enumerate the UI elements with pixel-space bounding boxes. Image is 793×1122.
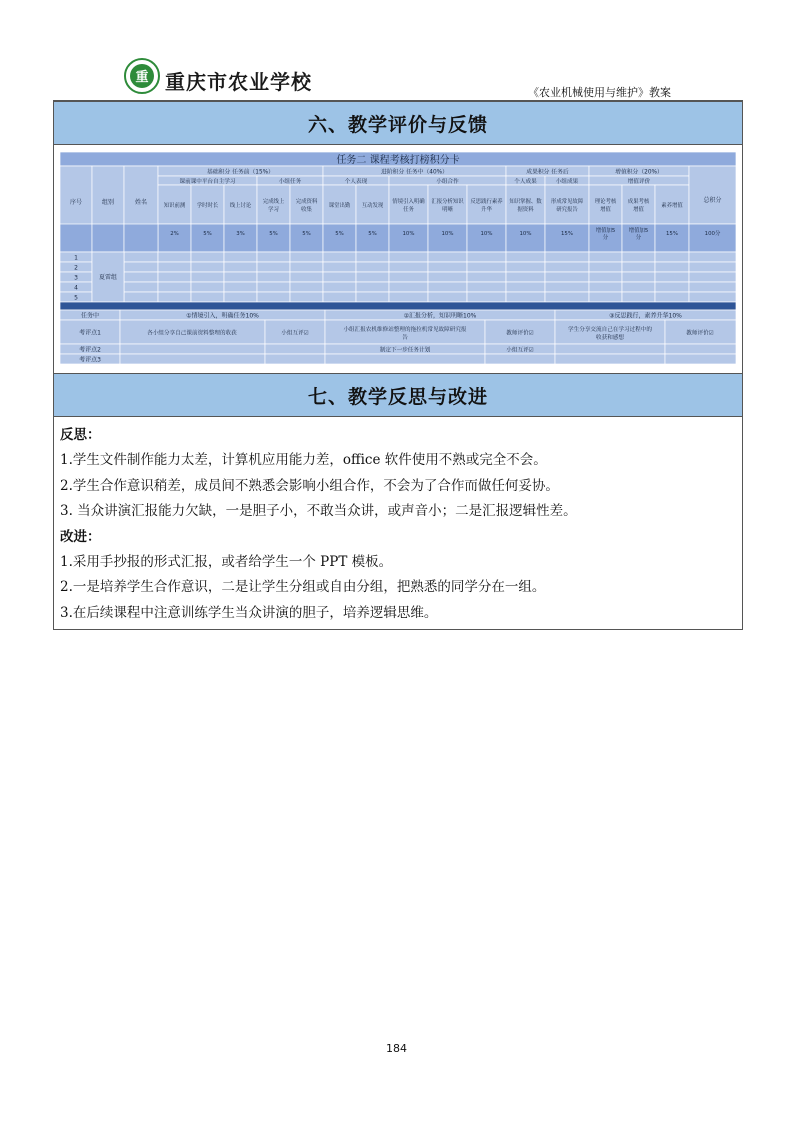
score-card-title: 任务二 课程考核打榜积分卡 [336,155,460,166]
total-cell [689,262,736,272]
eval-desc: 收获和感想 [596,335,624,341]
score-cell [323,262,356,272]
score-cell [589,292,622,302]
score-cell [191,252,224,262]
item-label: 明晰 [442,207,453,213]
score-cell [589,252,622,262]
eval-method-cell [265,354,325,364]
eval-desc-cell [555,354,665,364]
score-cell [224,272,257,282]
subgroup-label: 小组成果 [555,179,579,185]
score-cell [506,262,545,272]
item-label: 形成常见故障 [550,199,584,205]
reflection-body [60,423,736,626]
eval-method-cell [265,344,325,354]
item-label: 互动发现 [361,203,384,209]
eval-desc: 告 [402,335,408,341]
score-cell [158,262,191,272]
total-cell [689,272,736,282]
weight-cell [290,224,323,252]
weight-cell [158,224,191,252]
weight-label: 15% [666,231,678,237]
score-cell [290,262,323,272]
separator-bar [60,302,736,310]
item-label: 情境引入明确 [392,199,425,205]
score-cell [356,282,389,292]
score-cell [323,292,356,302]
reflection-item-2: 2.学生合作意识稍差，成员间不熟悉会影响小组合作，不会为了合作而做任何妥协。 [60,477,559,494]
eval-method: 教师评价☑ [686,330,714,337]
score-cell [545,292,589,302]
row-number: 4 [74,284,78,292]
group-label: 成果积分 任务后 [526,169,569,176]
total-cell [689,282,736,292]
eval-method-cell [665,344,736,354]
fixed-col-label: 序号 [69,199,83,206]
score-cell [506,292,545,302]
item-label: 增值 [600,207,611,213]
score-cell [224,252,257,262]
score-cell [191,272,224,282]
score-cell [323,252,356,262]
score-cell [158,252,191,262]
subgroup-label: 课前课中平台自主学习 [179,179,236,185]
improvement-heading: 改进： [60,528,101,545]
score-cell [506,252,545,262]
score-cell [290,252,323,262]
item-label: 任务 [403,207,414,213]
group-label: 增值积分（20%） [615,169,663,176]
total-cell [689,292,736,302]
phase-label: ②汇报分析，知识明晰10% [403,312,477,320]
eval-method: 小组互评☑ [281,330,309,337]
score-cell [622,272,655,282]
name-cell [124,262,158,272]
weight-label: 分 [602,235,609,241]
score-cell [257,292,290,302]
weight-label: 15% [561,231,573,237]
score-cell [191,262,224,272]
logo-glyph: 重 [135,70,149,85]
eval-method-cell [485,354,555,364]
score-cell [655,282,689,292]
score-cell [467,272,506,282]
score-cell [224,292,257,302]
item-label: 学时时长 [196,203,219,209]
score-cell [655,272,689,282]
weight-cell [428,224,467,252]
row-number: 2 [74,264,78,272]
weight-cell [389,224,428,252]
weight-cell [467,224,506,252]
item-label: 升华 [481,207,492,213]
score-cell [356,252,389,262]
score-cell [545,252,589,262]
item-label: 素养增值 [661,203,683,209]
weight-label: 10% [480,231,493,237]
score-cell [389,292,428,302]
score-cell [622,292,655,302]
school-name: 重庆市农业学校 [165,70,312,94]
weight-label: 3% [236,231,245,237]
fixed-weight-cell [124,224,158,252]
row-number: 5 [74,294,78,302]
course-name: 《农业机械使用与维护》教案 [528,86,671,99]
weight-cell [655,224,689,252]
fixed-weight-cell [60,224,92,252]
score-cell [622,252,655,262]
score-cell [467,252,506,262]
score-cell [257,282,290,292]
total-label: 总积分 [703,197,722,204]
score-cell [323,272,356,282]
group-label: 进阶积分 任务中（40%） [381,169,448,176]
score-cell [158,292,191,302]
group-label: 基础积分 任务前（15%） [207,169,274,176]
eval-method: 小组互评☑ [506,347,534,354]
item-label: 收集 [301,207,312,213]
weight-cell [545,224,589,252]
item-label: 理论考核 [594,199,617,205]
score-cell [428,252,467,262]
weight-cell [689,224,736,252]
weight-label: 增值加5 [595,228,616,234]
weight-label: 5% [335,231,344,237]
eval-desc-cell [120,354,265,364]
weight-label: 5% [203,231,212,237]
subgroup-label: 个人成果 [514,179,537,185]
reflection-item-1: 1.学生文件制作能力太差，计算机应用能力差，office 软件使用不熟或完全不会。 [60,452,547,469]
score-cell [389,272,428,282]
eval-desc-cell [325,354,485,364]
page-header [120,56,675,101]
score-cell [356,272,389,282]
total-header [689,166,736,224]
item-label: 完成线上 [262,199,285,205]
eval-desc: 学生分享交流自己在学习过程中的 [568,327,652,333]
score-cell [506,282,545,292]
score-cell [323,282,356,292]
weight-cell [224,224,257,252]
weight-cell [323,224,356,252]
section-7-title: 七、教学反思与改进 [54,373,742,417]
weight-label: 5% [368,231,377,237]
score-cell [655,262,689,272]
points-label: 任务中 [80,312,100,320]
score-cell [467,282,506,292]
score-cell [545,272,589,282]
subgroup-label: 个人表现 [344,179,368,185]
score-cell [428,272,467,282]
subgroup-label: 增值评价 [627,179,651,185]
weight-label: 10% [402,231,415,237]
score-cell [158,282,191,292]
row-number: 1 [74,254,78,262]
school-logo [124,58,160,94]
item-label: 据资料 [517,207,534,213]
score-cell [622,262,655,272]
score-cell [290,282,323,292]
item-label: 课堂出勤 [328,203,351,209]
score-cell [589,282,622,292]
score-cell [257,252,290,262]
score-cell [622,282,655,292]
score-cell [545,262,589,272]
score-card-table [60,152,736,368]
weight-label: 5% [269,231,278,237]
eval-method: 教师评价☑ [506,330,534,337]
score-cell [257,272,290,282]
score-cell [589,272,622,282]
item-label: 学习 [268,207,279,213]
score-cell [224,262,257,272]
score-cell [589,262,622,272]
improvement-item-1: 1.采用手抄报的形式汇报，或者给学生一个 PPT 模板。 [60,554,393,571]
score-cell [356,262,389,272]
score-cell [290,292,323,302]
reflection-heading: 反思： [60,427,101,443]
weight-label: 分 [635,235,642,241]
score-cell [545,282,589,292]
weight-cell [257,224,290,252]
item-label: 汇报分析知识 [431,199,464,205]
total-cell [689,252,736,262]
eval-point-label: 考评点3 [79,356,101,364]
eval-point-label: 考评点2 [79,346,101,354]
score-cell [290,272,323,282]
score-cell [158,272,191,282]
weight-cell [506,224,545,252]
improvement-item-2: 2.一是培养学生合作意识，二是让学生分组或自由分组，把熟悉的同学分在一组。 [60,579,546,596]
score-cell [655,292,689,302]
phase-label: ③反思践行，素养升华10% [609,312,682,320]
score-cell [389,262,428,272]
score-cell [389,282,428,292]
reflection-item-3: 3. 当众讲演汇报能力欠缺，一是胆子小，不敢当众讲，或声音小；二是汇报逻辑性差。 [60,503,577,520]
item-label: 完成资料 [295,199,318,205]
weight-cell [191,224,224,252]
weight-label: 10% [441,231,454,237]
weight-label: 5% [302,231,311,237]
eval-desc-cell [120,344,265,354]
score-cell [224,282,257,292]
section-6-title: 六、教学评价与反馈 [54,101,742,145]
group-name: 夏雷组 [98,274,118,281]
eval-desc: 小组汇报农机维修站整理的拖拉机常见故障研究报 [343,327,467,333]
eval-desc: 各小组分享自己课前资料整理的收获 [147,330,237,337]
eval-method-cell [665,354,736,364]
name-cell [124,282,158,292]
fixed-col-label: 姓名 [134,199,148,206]
score-cell [428,282,467,292]
weight-cell [356,224,389,252]
item-label: 知识掌握、数 [509,199,542,205]
phase-label: ①情境引入，明确任务10% [186,312,259,320]
score-cell [428,262,467,272]
item-label: 线上讨论 [229,203,252,209]
score-cell [428,292,467,302]
row-number: 3 [74,274,78,282]
name-cell [124,252,158,262]
score-cell [389,252,428,262]
item-label: 研究报告 [556,207,578,213]
eval-desc-cell [555,344,665,354]
weight-label: 增值加5 [628,228,649,234]
score-cell [467,292,506,302]
score-cell [191,282,224,292]
score-cell [356,292,389,302]
name-cell [124,272,158,282]
lesson-plan-frame [53,100,743,630]
item-label: 成果考核 [627,199,650,205]
weight-label: 2% [170,231,179,237]
eval-point-label: 考评点1 [79,329,101,337]
score-cell [506,272,545,282]
weight-label: 10% [519,231,532,237]
score-cell [191,292,224,302]
name-cell [124,292,158,302]
score-card-svg [60,152,736,368]
page-number: 184 [386,1042,407,1055]
weight-label: 100分 [704,231,721,237]
score-cell [467,262,506,272]
item-label: 反思践行素养 [470,199,503,205]
improvement-item-3: 3.在后续课程中注意训练学生当众讲演的胆子，培养逻辑思维。 [60,604,438,621]
score-cell [655,252,689,262]
subgroup-label: 小组任务 [278,179,302,185]
fixed-col-label: 组别 [101,199,115,206]
subgroup-label: 小组合作 [436,179,459,185]
score-cell [257,262,290,272]
eval-desc: 制定下一步任务计划 [379,347,431,354]
item-label: 增值 [633,207,644,213]
fixed-weight-cell [92,224,124,252]
item-label: 知识前测 [163,203,186,209]
